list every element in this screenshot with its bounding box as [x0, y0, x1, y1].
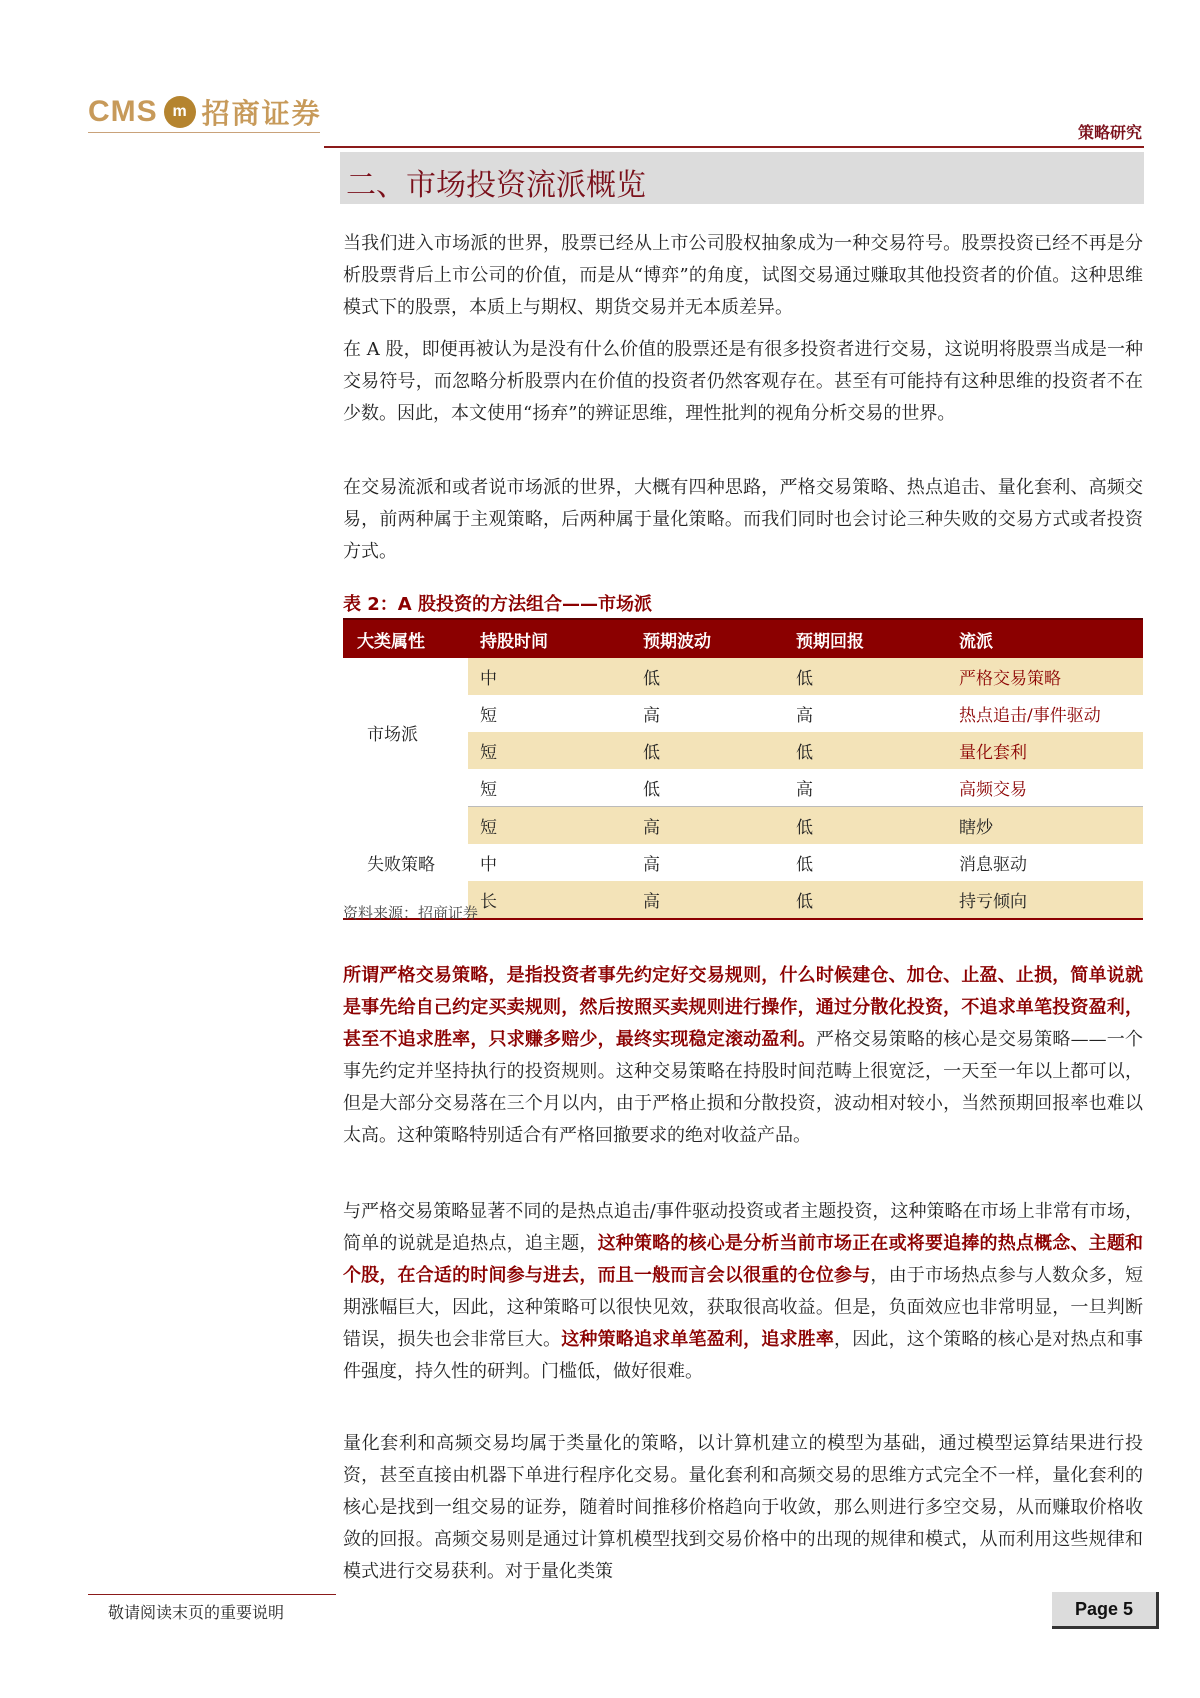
table-cell: 严格交易策略 — [947, 658, 1143, 695]
paragraph-text: 在交易流派和或者说市场派的世界，大概有四种思路，严格交易策略、热点追击、量化套利、高频交易，前两种属于主观策略，后两种属于量化策略。而我们同时也会讨论三种失败的交易方式或者投资方式。 — [343, 477, 1143, 562]
group-label: 市场派 — [343, 658, 468, 807]
paragraph-text: 在 A 股，即便再被认为是没有什么价值的股票还是有很多投资者进行交易，这说明将股票当成是一种交易符号，而忽略分析股票内在价值的投资者仍然客观存在。甚至有可能持有这种思维的投资者不在少数。因此，本文使用“扬弃”的辨证思维，理性批判的视角分析交易的世界。 — [343, 339, 1143, 424]
table-cell: 低 — [631, 769, 784, 807]
emphasis-text: 所谓严格交易策略，是指投资者事先约定好交易规则，什么时候建仓、加仓、止盈、止损，简单说就是事先给自己约定买卖规则，然后按照买卖规则进行操作，通过分散化投资，不追求单笔投资盈利，甚至不追求胜率，只求赚多赔少，最终实现稳定滚动盈利。 — [343, 965, 1143, 1050]
paragraph-text — [343, 1196, 1143, 1388]
paragraph-text: 当我们进入市场派的世界，股票已经从上市公司股权抽象成为一种交易符号。股票投资已经不再是分析股票背后上市公司的价值，而是从“博弈”的角度，试图交易通过赚取其他投资者的价值。这种思维模式下的股票，本质上与期权、期货交易并无本质差异。 — [343, 233, 1143, 318]
intro-paragraph-1 — [343, 228, 1143, 324]
hotspot-strategy-paragraph — [343, 1196, 1143, 1388]
table-cell: 短 — [468, 769, 631, 807]
table-cell: 低 — [631, 732, 784, 769]
table-cell: 高 — [796, 706, 813, 726]
logo-badge-icon: m — [164, 96, 196, 128]
method-table — [343, 618, 1143, 920]
table-cell: 量化套利 — [947, 732, 1143, 769]
emphasis-text: 这种策略追求单笔盈利，追求胜率 — [561, 1329, 835, 1350]
table-cell: 高 — [643, 706, 660, 726]
header-cell: 预期波动 — [631, 619, 784, 658]
group-label: 失败策略 — [343, 807, 468, 920]
header-cell: 流派 — [947, 619, 1143, 658]
report-section-label: 策略研究 — [1077, 123, 1142, 142]
intro-paragraph-2 — [343, 334, 1143, 430]
table-cell: 高 — [631, 881, 784, 919]
table-cell: 高 — [784, 769, 947, 807]
body-text: 严格交易策略的核心是交易策略——一个事先约定并坚持执行的投资规则。这种交易策略在持股时间范畴上很宽泛，一天至一年以上都可以，但是大部分交易落在三个月以内，由于严格止损和分散投资，波动相对较小，当然预期回报率也难以太高。这种策略特别适合有严格回撤要求的绝对收益产品。 — [343, 1029, 1143, 1146]
header-cell: 大类属性 — [343, 619, 468, 658]
table-source: 资料来源：招商证券 — [343, 904, 479, 922]
table-cell: 低 — [784, 732, 947, 769]
table-row — [343, 658, 1143, 695]
table-cell: 低 — [784, 807, 947, 845]
header-divider — [324, 146, 1144, 148]
quant-strategy-paragraph — [343, 1428, 1143, 1588]
table-cell: 持亏倾向 — [947, 881, 1143, 919]
company-logo — [88, 92, 322, 132]
body-text: 与严格交易策略显著不同的是热点追击/事件驱动投资或者主题投资，这种策略在市场上非常有市场，简单的说就是追热点，追主题， — [343, 1201, 1143, 1254]
section-title: 二、市场投资流派概览 — [346, 168, 646, 203]
table-cell: 低 — [796, 855, 813, 875]
header-cell: 持股时间 — [468, 619, 631, 658]
table-header-row — [343, 619, 1143, 658]
body-text: ，由于市场热点参与人数众多，短期涨幅巨大，因此，这种策略可以很快见效，获取很高收益。但是，负面效应也非常明显，一旦判断错误，损失也会非常巨大。 — [343, 1265, 1144, 1350]
table-cell: 低 — [784, 658, 947, 695]
logo-underline — [88, 132, 320, 133]
table-caption: 表 2：A 股投资的方法组合——市场派 — [343, 594, 652, 615]
header-cell: 预期回报 — [784, 619, 947, 658]
table-cell: 中 — [480, 855, 497, 875]
table-cell: 短 — [468, 807, 631, 845]
table-cell: 高 — [643, 855, 660, 875]
page-number: Page 5 — [1052, 1592, 1159, 1629]
table-cell: 热点追击/事件驱动 — [959, 706, 1101, 726]
footer-notice: 敬请阅读末页的重要说明 — [108, 1603, 285, 1622]
intro-paragraph-3 — [343, 472, 1143, 568]
strict-strategy-paragraph — [343, 960, 1143, 1152]
paragraph-text: 量化套利和高频交易均属于类量化的策略，以计算机建立的模型为基础，通过模型运算结果进行投资，甚至直接由机器下单进行程序化交易。量化套利和高频交易的思维方式完全不一样，量化套利的核心是找到一组交易的证券，随着时间推移价格趋向于收敛，那么则进行多空交易，从而赚取价格收敛的回报。高频交易则是通过计算机模型找到交易价格中的出现的规律和模式，从而利用这些规律和模式进行交易获利。对于量化类策 — [343, 1433, 1143, 1582]
table-cell: 短 — [468, 732, 631, 769]
table-cell: 高频交易 — [947, 769, 1143, 807]
table-cell: 瞎炒 — [947, 807, 1143, 845]
table-cell: 低 — [784, 881, 947, 919]
table-cell: 高 — [631, 807, 784, 845]
table-cell: 长 — [468, 881, 631, 919]
emphasis-text: 这种策略的核心是分析当前市场正在或将要追捧的热点概念、主题和个股，在合适的时间参与进去，而且一般而言会以很重的仓位参与 — [343, 1233, 1144, 1286]
footer-divider — [88, 1594, 336, 1595]
paragraph-text — [343, 960, 1143, 1152]
table-cell: 短 — [480, 706, 497, 726]
logo-latin-text: CMS — [88, 95, 158, 128]
table-row — [343, 807, 1143, 845]
section-title-bar — [340, 152, 1144, 204]
logo-chinese-text: 招商证券 — [201, 97, 322, 130]
table-cell: 消息驱动 — [959, 855, 1027, 875]
table-cell: 低 — [631, 658, 784, 695]
body-text: ，因此，这个策略的核心是对热点和事件强度，持久性的研判。门槛低，做好很难。 — [343, 1329, 1144, 1382]
table-cell: 中 — [468, 658, 631, 695]
